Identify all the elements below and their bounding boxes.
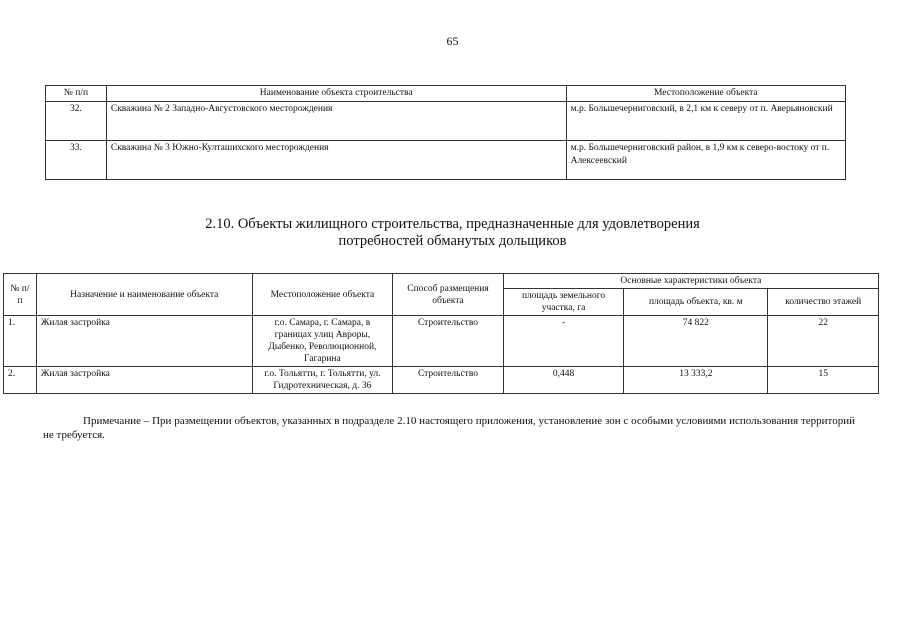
section-title-line-2: потребностей обманутых дольщиков <box>338 233 567 249</box>
table-header-row <box>46 86 846 102</box>
note-text: Примечание – При размещении объектов, указанных в подразделе 2.10 настоящего приложения, установление зон с особыми условиями использования территорий не требуется. <box>43 415 855 441</box>
table-row <box>4 367 879 394</box>
floor-count: 15 <box>768 367 879 394</box>
land-area: 0,448 <box>503 367 623 394</box>
row-number: 2. <box>4 367 37 394</box>
object-name: Скважина № 3 Южно-Култашихского месторождения <box>106 141 566 180</box>
column-header-method: Способ размещения объекта <box>393 274 504 316</box>
object-name: Скважина № 2 Западно-Августовского месторождения <box>106 102 566 141</box>
object-location: г.о. Самара, г. Самара, в границах улиц Авроры, Дыбенко, Революционной, Гагарина <box>252 316 393 367</box>
row-number: 32. <box>46 102 107 141</box>
table-row <box>46 102 846 141</box>
column-header-object-area: площадь объекта, кв. м <box>624 289 768 316</box>
column-header-number: № п/п <box>46 86 107 102</box>
object-location: м.р. Большечерниговский, в 2,1 км к северу от п. Аверьяновский <box>566 102 845 141</box>
table-header-row <box>4 274 879 289</box>
object-area: 74 822 <box>624 316 768 367</box>
row-number: 1. <box>4 316 37 367</box>
object-area: 13 333,2 <box>624 367 768 394</box>
column-header-location: Местоположение объекта <box>566 86 845 102</box>
column-header-floors: количество этажей <box>768 289 879 316</box>
housing-objects-table <box>3 273 879 394</box>
column-header-location: Местоположение объекта <box>252 274 393 316</box>
floor-count: 22 <box>768 316 879 367</box>
object-location: м.р. Большечерниговский район, в 1,9 км к северо-востоку от п. Алексеевский <box>566 141 845 180</box>
column-header-name: Наименование объекта строительства <box>106 86 566 102</box>
table-row <box>46 141 846 180</box>
land-area: - <box>503 316 623 367</box>
column-header-name: Назначение и наименование объекта <box>36 274 252 316</box>
row-number: 33. <box>46 141 107 180</box>
placement-method: Строительство <box>393 316 504 367</box>
page-number: 65 <box>446 34 459 48</box>
note-paragraph <box>43 415 855 442</box>
column-header-land-area: площадь земельного участка, га <box>503 289 623 316</box>
drilling-objects-table <box>45 85 846 180</box>
table-row <box>4 316 879 367</box>
section-heading <box>80 216 825 250</box>
column-group-characteristics: Основные характеристики объекта <box>503 274 878 289</box>
section-title-line-1: 2.10. Объекты жилищного строительства, предназначенные для удовлетворения <box>205 216 700 232</box>
object-location: г.о. Тольятти, г. Тольятти, ул. Гидротехническая, д. 36 <box>252 367 393 394</box>
object-name: Жилая застройка <box>36 367 252 394</box>
object-name: Жилая застройка <box>36 316 252 367</box>
column-header-number: № п/п <box>4 274 37 316</box>
placement-method: Строительство <box>393 367 504 394</box>
